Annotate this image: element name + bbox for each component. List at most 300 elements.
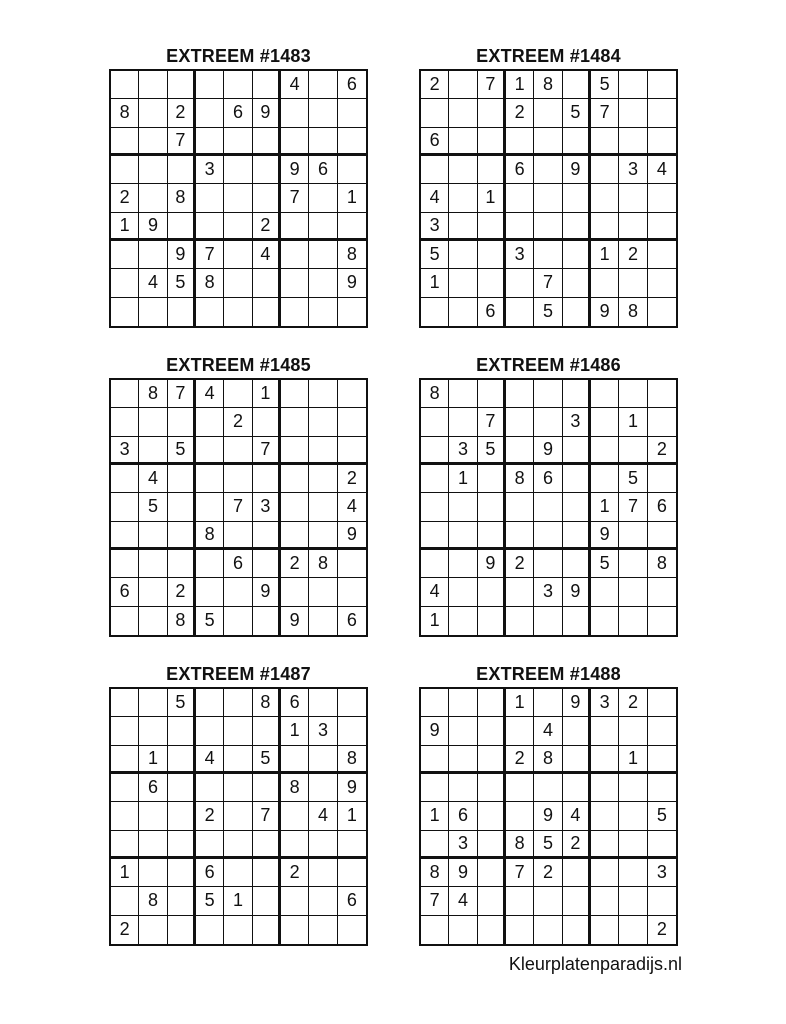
- sudoku-cell[interactable]: [619, 859, 647, 887]
- sudoku-cell[interactable]: [224, 831, 252, 859]
- sudoku-cell[interactable]: 7: [534, 269, 562, 297]
- sudoku-cell[interactable]: [534, 493, 562, 521]
- sudoku-cell[interactable]: [449, 380, 477, 408]
- sudoku-cell[interactable]: [253, 887, 281, 915]
- sudoku-cell[interactable]: [449, 522, 477, 550]
- sudoku-cell[interactable]: [534, 522, 562, 550]
- sudoku-cell[interactable]: 9: [563, 156, 591, 184]
- sudoku-cell[interactable]: 9: [563, 689, 591, 717]
- sudoku-cell[interactable]: [338, 717, 366, 745]
- sudoku-cell[interactable]: [506, 408, 534, 436]
- sudoku-cell[interactable]: 5: [196, 887, 224, 915]
- sudoku-cell[interactable]: [648, 213, 676, 241]
- sudoku-cell[interactable]: 6: [421, 128, 449, 156]
- sudoku-cell[interactable]: [563, 717, 591, 745]
- sudoku-cell[interactable]: [534, 184, 562, 212]
- sudoku-cell[interactable]: [139, 802, 167, 830]
- sudoku-cell[interactable]: [619, 269, 647, 297]
- sudoku-cell[interactable]: [168, 408, 196, 436]
- sudoku-cell[interactable]: [224, 184, 252, 212]
- sudoku-cell[interactable]: 6: [534, 465, 562, 493]
- sudoku-cell[interactable]: [196, 689, 224, 717]
- sudoku-cell[interactable]: [648, 746, 676, 774]
- sudoku-cell[interactable]: [449, 99, 477, 127]
- sudoku-cell[interactable]: [253, 71, 281, 99]
- sudoku-cell[interactable]: [563, 774, 591, 802]
- sudoku-cell[interactable]: [619, 887, 647, 915]
- sudoku-cell[interactable]: [281, 380, 309, 408]
- sudoku-cell[interactable]: [591, 156, 619, 184]
- sudoku-cell[interactable]: [338, 437, 366, 465]
- sudoku-cell[interactable]: [224, 156, 252, 184]
- sudoku-cell[interactable]: 1: [421, 607, 449, 635]
- sudoku-cell[interactable]: [139, 578, 167, 606]
- sudoku-cell[interactable]: [478, 156, 506, 184]
- sudoku-cell[interactable]: 7: [421, 887, 449, 915]
- sudoku-cell[interactable]: [168, 550, 196, 578]
- sudoku-cell[interactable]: 1: [421, 269, 449, 297]
- sudoku-cell[interactable]: 6: [338, 887, 366, 915]
- sudoku-cell[interactable]: [168, 298, 196, 326]
- sudoku-cell[interactable]: [421, 156, 449, 184]
- sudoku-cell[interactable]: 3: [648, 859, 676, 887]
- sudoku-cell[interactable]: 1: [619, 746, 647, 774]
- sudoku-cell[interactable]: 8: [421, 380, 449, 408]
- sudoku-cell[interactable]: [196, 578, 224, 606]
- sudoku-cell[interactable]: 9: [591, 298, 619, 326]
- sudoku-cell[interactable]: [478, 380, 506, 408]
- sudoku-cell[interactable]: [309, 578, 337, 606]
- sudoku-cell[interactable]: 3: [534, 578, 562, 606]
- sudoku-cell[interactable]: [648, 71, 676, 99]
- sudoku-cell[interactable]: 6: [139, 774, 167, 802]
- sudoku-cell[interactable]: [168, 465, 196, 493]
- sudoku-cell[interactable]: [619, 550, 647, 578]
- sudoku-cell[interactable]: 3: [309, 717, 337, 745]
- sudoku-cell[interactable]: [591, 916, 619, 944]
- sudoku-cell[interactable]: 8: [168, 184, 196, 212]
- sudoku-cell[interactable]: 8: [338, 241, 366, 269]
- sudoku-cell[interactable]: [139, 71, 167, 99]
- sudoku-cell[interactable]: [648, 465, 676, 493]
- sudoku-cell[interactable]: 6: [346, 610, 357, 631]
- sudoku-cell[interactable]: [253, 717, 281, 745]
- sudoku-cell[interactable]: 2: [619, 241, 647, 269]
- sudoku-cell[interactable]: 2: [168, 578, 196, 606]
- sudoku-cell[interactable]: 6: [224, 550, 252, 578]
- sudoku-cell[interactable]: [478, 774, 506, 802]
- sudoku-cell[interactable]: [338, 99, 366, 127]
- sudoku-cell[interactable]: [506, 887, 534, 915]
- sudoku-cell[interactable]: [111, 607, 139, 635]
- sudoku-cell[interactable]: [253, 774, 281, 802]
- sudoku-cell[interactable]: [648, 184, 676, 212]
- sudoku-cell[interactable]: 5: [619, 465, 647, 493]
- sudoku-cell[interactable]: [648, 689, 676, 717]
- sudoku-cell[interactable]: [591, 607, 619, 635]
- sudoku-cell[interactable]: 8: [281, 774, 309, 802]
- sudoku-cell[interactable]: [253, 184, 281, 212]
- sudoku-cell[interactable]: [534, 156, 562, 184]
- sudoku-cell[interactable]: [111, 522, 139, 550]
- sudoku-cell[interactable]: [224, 717, 252, 745]
- sudoku-cell[interactable]: [111, 717, 139, 745]
- sudoku-cell[interactable]: 9: [449, 859, 477, 887]
- sudoku-cell[interactable]: [224, 71, 252, 99]
- sudoku-cell[interactable]: [506, 578, 534, 606]
- sudoku-cell[interactable]: [506, 213, 534, 241]
- sudoku-cell[interactable]: [224, 859, 252, 887]
- sudoku-cell[interactable]: [421, 831, 449, 859]
- sudoku-cell[interactable]: [253, 156, 281, 184]
- sudoku-cell[interactable]: [648, 717, 676, 745]
- sudoku-cell[interactable]: [139, 916, 167, 944]
- sudoku-cell[interactable]: 1: [338, 184, 366, 212]
- sudoku-cell[interactable]: [309, 213, 337, 241]
- sudoku-cell[interactable]: [449, 71, 477, 99]
- sudoku-cell[interactable]: 5: [591, 71, 619, 99]
- sudoku-cell[interactable]: [534, 241, 562, 269]
- sudoku-cell[interactable]: [478, 578, 506, 606]
- sudoku-cell[interactable]: [563, 241, 591, 269]
- sudoku-cell[interactable]: [591, 831, 619, 859]
- sudoku-cell[interactable]: [506, 774, 534, 802]
- sudoku-cell[interactable]: [506, 269, 534, 297]
- sudoku-cell[interactable]: 9: [338, 774, 366, 802]
- sudoku-cell[interactable]: [506, 607, 534, 635]
- sudoku-cell[interactable]: [224, 437, 252, 465]
- sudoku-cell[interactable]: 1: [111, 859, 139, 887]
- sudoku-cell[interactable]: [478, 99, 506, 127]
- sudoku-cell[interactable]: 6: [309, 156, 337, 184]
- sudoku-cell[interactable]: 5: [648, 802, 676, 830]
- sudoku-cell[interactable]: [591, 465, 619, 493]
- sudoku-cell[interactable]: 2: [281, 550, 309, 578]
- sudoku-cell[interactable]: [111, 156, 139, 184]
- sudoku-cell[interactable]: [139, 717, 167, 745]
- sudoku-cell[interactable]: [591, 717, 619, 745]
- sudoku-cell[interactable]: 8: [253, 689, 281, 717]
- sudoku-cell[interactable]: [281, 916, 309, 944]
- sudoku-cell[interactable]: [478, 465, 506, 493]
- sudoku-cell[interactable]: 6: [111, 578, 139, 606]
- sudoku-cell[interactable]: [168, 887, 196, 915]
- sudoku-cell[interactable]: [478, 213, 506, 241]
- sudoku-cell[interactable]: [478, 269, 506, 297]
- sudoku-cell[interactable]: [449, 298, 477, 326]
- sudoku-cell[interactable]: [281, 465, 309, 493]
- sudoku-cell[interactable]: 8: [196, 522, 224, 550]
- sudoku-cell[interactable]: [506, 380, 534, 408]
- sudoku-cell[interactable]: [309, 184, 337, 212]
- sudoku-cell[interactable]: [168, 859, 196, 887]
- sudoku-cell[interactable]: [563, 269, 591, 297]
- sudoku-cell[interactable]: [111, 774, 139, 802]
- sudoku-cell[interactable]: [224, 298, 252, 326]
- sudoku-cell[interactable]: 7: [253, 437, 281, 465]
- sudoku-cell[interactable]: [534, 689, 562, 717]
- sudoku-cell[interactable]: [168, 71, 196, 99]
- sudoku-cell[interactable]: 4: [338, 493, 366, 521]
- sudoku-cell[interactable]: 9: [253, 99, 281, 127]
- sudoku-cell[interactable]: 2: [196, 802, 224, 830]
- sudoku-cell[interactable]: 4: [449, 887, 477, 915]
- sudoku-cell[interactable]: [449, 213, 477, 241]
- sudoku-cell[interactable]: [563, 859, 591, 887]
- sudoku-cell[interactable]: 8: [534, 71, 562, 99]
- sudoku-cell[interactable]: [139, 298, 167, 326]
- sudoku-cell[interactable]: [619, 578, 647, 606]
- sudoku-cell[interactable]: [619, 774, 647, 802]
- sudoku-cell[interactable]: [309, 71, 337, 99]
- sudoku-cell[interactable]: 1: [478, 184, 506, 212]
- sudoku-cell[interactable]: [619, 380, 647, 408]
- sudoku-cell[interactable]: [309, 774, 337, 802]
- sudoku-cell[interactable]: [591, 774, 619, 802]
- sudoku-cell[interactable]: [338, 128, 366, 156]
- sudoku-cell[interactable]: [478, 831, 506, 859]
- sudoku-cell[interactable]: [338, 859, 366, 887]
- sudoku-cell[interactable]: 4: [253, 241, 281, 269]
- sudoku-cell[interactable]: [111, 408, 139, 436]
- sudoku-cell[interactable]: [139, 408, 167, 436]
- sudoku-cell[interactable]: 9: [563, 578, 591, 606]
- sudoku-cell[interactable]: [111, 746, 139, 774]
- sudoku-cell[interactable]: [196, 184, 224, 212]
- sudoku-cell[interactable]: [506, 437, 534, 465]
- sudoku-cell[interactable]: [449, 774, 477, 802]
- sudoku-cell[interactable]: [309, 493, 337, 521]
- sudoku-cell[interactable]: [449, 550, 477, 578]
- sudoku-cell[interactable]: [309, 887, 337, 915]
- sudoku-cell[interactable]: [506, 717, 534, 745]
- sudoku-cell[interactable]: [421, 746, 449, 774]
- sudoku-cell[interactable]: [591, 859, 619, 887]
- sudoku-cell[interactable]: [591, 887, 619, 915]
- sudoku-cell[interactable]: 5: [534, 298, 562, 326]
- sudoku-cell[interactable]: [168, 831, 196, 859]
- sudoku-cell[interactable]: [563, 465, 591, 493]
- sudoku-cell[interactable]: [196, 128, 224, 156]
- sudoku-cell[interactable]: 9: [478, 550, 506, 578]
- sudoku-cell[interactable]: 8: [534, 746, 562, 774]
- sudoku-cell[interactable]: [534, 380, 562, 408]
- sudoku-cell[interactable]: 2: [648, 437, 676, 465]
- sudoku-cell[interactable]: 5: [139, 493, 167, 521]
- sudoku-cell[interactable]: [591, 380, 619, 408]
- sudoku-cell[interactable]: [619, 71, 647, 99]
- sudoku-cell[interactable]: 3: [563, 408, 591, 436]
- sudoku-cell[interactable]: [139, 99, 167, 127]
- sudoku-cell[interactable]: 7: [591, 99, 619, 127]
- sudoku-cell[interactable]: [168, 802, 196, 830]
- sudoku-cell[interactable]: [619, 437, 647, 465]
- site-link[interactable]: Kleurplatenparadijs.nl: [508, 954, 682, 974]
- sudoku-cell[interactable]: [506, 128, 534, 156]
- sudoku-cell[interactable]: 4: [563, 802, 591, 830]
- sudoku-cell[interactable]: [139, 550, 167, 578]
- sudoku-cell[interactable]: 2: [619, 689, 647, 717]
- sudoku-cell[interactable]: 7: [168, 128, 196, 156]
- sudoku-cell[interactable]: [111, 689, 139, 717]
- sudoku-cell[interactable]: 9: [281, 607, 309, 635]
- sudoku-cell[interactable]: [111, 887, 139, 915]
- sudoku-cell[interactable]: [338, 550, 366, 578]
- sudoku-cell[interactable]: [338, 831, 366, 859]
- sudoku-cell[interactable]: 8: [506, 831, 534, 859]
- sudoku-cell[interactable]: 4: [421, 184, 449, 212]
- sudoku-cell[interactable]: [196, 408, 224, 436]
- sudoku-cell[interactable]: 6: [338, 71, 366, 99]
- sudoku-cell[interactable]: [111, 269, 139, 297]
- sudoku-cell[interactable]: [421, 437, 449, 465]
- sudoku-cell[interactable]: [591, 408, 619, 436]
- sudoku-cell[interactable]: [506, 298, 534, 326]
- sudoku-cell[interactable]: 9: [253, 578, 281, 606]
- sudoku-cell[interactable]: [253, 831, 281, 859]
- sudoku-cell[interactable]: [168, 493, 196, 521]
- sudoku-cell[interactable]: [619, 213, 647, 241]
- sudoku-cell[interactable]: 1: [253, 380, 281, 408]
- sudoku-cell[interactable]: [338, 213, 366, 241]
- sudoku-cell[interactable]: [619, 522, 647, 550]
- sudoku-cell[interactable]: [111, 550, 139, 578]
- sudoku-cell[interactable]: 3: [449, 437, 477, 465]
- sudoku-cell[interactable]: 7: [619, 493, 647, 521]
- sudoku-cell[interactable]: [478, 128, 506, 156]
- sudoku-cell[interactable]: [534, 916, 562, 944]
- sudoku-cell[interactable]: 1: [591, 241, 619, 269]
- sudoku-cell[interactable]: [534, 550, 562, 578]
- sudoku-cell[interactable]: 4: [309, 802, 337, 830]
- sudoku-cell[interactable]: 8: [619, 298, 647, 326]
- sudoku-cell[interactable]: [338, 689, 366, 717]
- sudoku-cell[interactable]: [591, 128, 619, 156]
- sudoku-cell[interactable]: [281, 887, 309, 915]
- sudoku-cell[interactable]: 6: [449, 802, 477, 830]
- sudoku-cell[interactable]: [281, 802, 309, 830]
- sudoku-cell[interactable]: [196, 298, 224, 326]
- sudoku-cell[interactable]: [253, 859, 281, 887]
- sudoku-cell[interactable]: [111, 831, 139, 859]
- sudoku-cell[interactable]: [309, 380, 337, 408]
- sudoku-cell[interactable]: 4: [196, 380, 224, 408]
- sudoku-cell[interactable]: 2: [506, 550, 534, 578]
- sudoku-cell[interactable]: [563, 746, 591, 774]
- sudoku-cell[interactable]: [648, 522, 676, 550]
- sudoku-cell[interactable]: 5: [563, 99, 591, 127]
- sudoku-cell[interactable]: [309, 916, 337, 944]
- sudoku-cell[interactable]: [253, 522, 281, 550]
- sudoku-cell[interactable]: [309, 607, 337, 635]
- sudoku-cell[interactable]: 2: [168, 99, 196, 127]
- sudoku-cell[interactable]: [449, 717, 477, 745]
- sudoku-cell[interactable]: 7: [281, 184, 309, 212]
- sudoku-cell[interactable]: [224, 774, 252, 802]
- sudoku-cell[interactable]: 1: [619, 408, 647, 436]
- sudoku-cell[interactable]: [309, 522, 337, 550]
- sudoku-cell[interactable]: 1: [591, 493, 619, 521]
- sudoku-cell[interactable]: [253, 916, 281, 944]
- sudoku-cell[interactable]: [648, 774, 676, 802]
- sudoku-cell[interactable]: [111, 128, 139, 156]
- sudoku-cell[interactable]: 1: [139, 746, 167, 774]
- sudoku-cell[interactable]: 1: [111, 213, 139, 241]
- sudoku-cell[interactable]: [139, 522, 167, 550]
- sudoku-cell[interactable]: [309, 298, 337, 326]
- sudoku-cell[interactable]: [421, 298, 449, 326]
- sudoku-cell[interactable]: [253, 128, 281, 156]
- sudoku-cell[interactable]: [421, 774, 449, 802]
- sudoku-cell[interactable]: [196, 99, 224, 127]
- sudoku-cell[interactable]: [338, 408, 366, 436]
- sudoku-cell[interactable]: [224, 746, 252, 774]
- sudoku-cell[interactable]: [196, 465, 224, 493]
- sudoku-cell[interactable]: [478, 887, 506, 915]
- sudoku-cell[interactable]: 3: [196, 156, 224, 184]
- sudoku-cell[interactable]: [253, 465, 281, 493]
- sudoku-cell[interactable]: 3: [449, 831, 477, 859]
- sudoku-cell[interactable]: [111, 380, 139, 408]
- sudoku-cell[interactable]: [619, 607, 647, 635]
- sudoku-cell[interactable]: [421, 916, 449, 944]
- sudoku-cell[interactable]: 7: [506, 859, 534, 887]
- sudoku-cell[interactable]: 1: [421, 802, 449, 830]
- sudoku-cell[interactable]: [196, 831, 224, 859]
- sudoku-cell[interactable]: [309, 746, 337, 774]
- sudoku-cell[interactable]: [648, 241, 676, 269]
- sudoku-cell[interactable]: 4: [139, 269, 167, 297]
- sudoku-cell[interactable]: [478, 522, 506, 550]
- sudoku-cell[interactable]: [224, 128, 252, 156]
- sudoku-cell[interactable]: [309, 269, 337, 297]
- sudoku-cell[interactable]: [563, 380, 591, 408]
- sudoku-cell[interactable]: 8: [196, 269, 224, 297]
- sudoku-cell[interactable]: [563, 916, 591, 944]
- sudoku-cell[interactable]: [111, 465, 139, 493]
- sudoku-cell[interactable]: [139, 437, 167, 465]
- sudoku-cell[interactable]: [309, 465, 337, 493]
- sudoku-cell[interactable]: [648, 380, 676, 408]
- sudoku-cell[interactable]: [563, 550, 591, 578]
- sudoku-cell[interactable]: [111, 71, 139, 99]
- sudoku-cell[interactable]: 9: [168, 241, 196, 269]
- sudoku-cell[interactable]: [309, 241, 337, 269]
- sudoku-cell[interactable]: [591, 802, 619, 830]
- sudoku-cell[interactable]: [619, 128, 647, 156]
- sudoku-cell[interactable]: [449, 916, 477, 944]
- sudoku-cell[interactable]: [224, 241, 252, 269]
- sudoku-cell[interactable]: 4: [139, 465, 167, 493]
- sudoku-cell[interactable]: 9: [534, 802, 562, 830]
- sudoku-cell[interactable]: [421, 522, 449, 550]
- sudoku-cell[interactable]: 7: [196, 241, 224, 269]
- sudoku-cell[interactable]: 2: [563, 831, 591, 859]
- sudoku-cell[interactable]: 1: [506, 689, 534, 717]
- sudoku-cell[interactable]: [111, 241, 139, 269]
- sudoku-cell[interactable]: 7: [478, 71, 506, 99]
- sudoku-cell[interactable]: [449, 408, 477, 436]
- sudoku-cell[interactable]: [196, 717, 224, 745]
- sudoku-cell[interactable]: [139, 241, 167, 269]
- sudoku-cell[interactable]: 8: [421, 859, 449, 887]
- sudoku-cell[interactable]: [168, 774, 196, 802]
- sudoku-cell[interactable]: [196, 916, 224, 944]
- sudoku-cell[interactable]: 9: [534, 437, 562, 465]
- sudoku-cell[interactable]: 9: [281, 156, 309, 184]
- sudoku-cell[interactable]: 1: [224, 887, 252, 915]
- sudoku-cell[interactable]: 5: [168, 689, 196, 717]
